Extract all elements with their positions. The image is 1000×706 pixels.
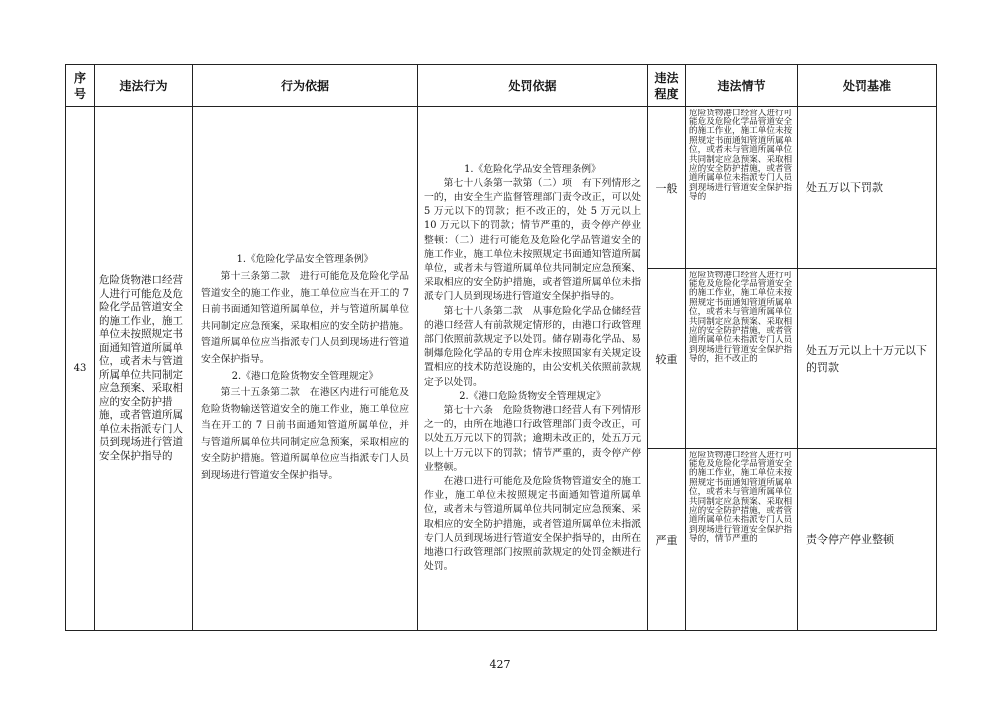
circumstance-serious-text: 危险货物港口经营人进行可能危及危险化学品管道安全的施工作业，施工单位未按照规定书面通知管道所属单位，或者未与管道所属单位共同制定应急预案、采取相应的安全防护措施，或者管道所属单位未指派专门人员到现场进行管道安全保护指导的，拒不改正的: [689, 270, 793, 365]
degree-serious: 较重: [648, 269, 686, 449]
row-seq: 43: [66, 107, 95, 631]
penalty-cell: [418, 107, 648, 631]
benchmark-serious: 处五万元以上十万元以下的罚款: [798, 269, 937, 449]
benchmark-general: 处五万以下罚款: [798, 107, 937, 269]
header-penalty: 处罚依据: [418, 65, 648, 107]
circumstance-serious: [686, 269, 798, 449]
header-degree: 违法 程度: [648, 65, 686, 107]
penalty-article-2: 第七十八条第二款 从事危险化学品仓储经营的港口经营人有前款规定情形的，由港口行政管理部门依照前款规定予以处罚。储存剧毒化学品、易制爆危险化学品的专用仓库未按照国家有关规定设置相应的技术防范设施的，由公安机关依照前款规定予以处罚。: [424, 305, 641, 388]
penalty-article-1: 第七十八条第一款第（二）项 有下列情形之一的，由安全生产监督管理部门责令改正，可以处 5 万元以下的罚款；拒不改正的，处 5 万元以上 10 万元以下的罚款；情节严重的，责令停产停业整顿：（二）进行可能危及危险化学品管道安全的施工作业，施工单位未按照规定书面通知管道所属单位，或者未与管道所属单位共同制定应急预案、采取相应的安全防护措施，或者管道所属单位未指派专门人员到现场进行管道安全保护指导的。: [424, 177, 641, 303]
degree-general: 一般: [648, 107, 686, 269]
penalty-article-3: 第七十六条 危险货物港口经营人有下列情形之一的，由所在地港口行政管理部门责令改正，可以处五万元以下的罚款；逾期未改正的，处五万元以上十万元以下的罚款；情节严重的，责令停产停业整顿。: [424, 405, 641, 473]
table-row: [66, 107, 937, 269]
penalty-title-1: 1.《危险化学品安全管理条例》: [464, 163, 601, 175]
penalty-title-2: 2.《港口危险货物安全管理规定》: [459, 390, 606, 402]
circumstance-general-text: 危险货物港口经营人进行可能危及危险化学品管道安全的施工作业，施工单位未按照规定书面通知管道所属单位，或者未与管道所属单位共同制定应急预案、采取相应的安全防护措施，或者管道所属单位未指派专门人员到现场进行管道安全保护指导的: [689, 108, 793, 203]
header-seq: 序 号: [66, 65, 95, 107]
basis-article-1: 第十三条第二款 进行可能危及危险化学品管道安全的施工作业，施工单位应当在开工的 7 日前书面通知管道所属单位，并与管道所属单位共同制定应急预案，采取相应的安全防护措施。管道所属单位应当指派专门人员到现场进行管道安全保护指导。: [201, 270, 409, 365]
penalty-article-4: 在港口进行可能危及危险货物管道安全的施工作业，施工单位未按照规定书面通知管道所属单位，或者未与管道所属单位共同制定应急预案、采取相应的安全防护措施，或者管道所属单位未指派专门人员到现场进行管道安全保护指导的，由所在地港口行政管理部门按照前款规定的处罚金额进行处罚。: [424, 476, 641, 573]
header-act: 违法行为: [95, 65, 193, 107]
circumstance-severe-text: 危险货物港口经营人进行可能危及危险化学品管道安全的施工作业，施工单位未按照规定书面通知管道所属单位，或者未与管道所属单位共同制定应急预案、采取相应的安全防护措施，或者管道所属单位未指派专门人员到现场进行管道安全保护指导的，情节严重的: [689, 450, 793, 545]
header-benchmark: 处罚基准: [798, 65, 937, 107]
circumstance-severe: [686, 449, 798, 631]
benchmark-severe: 责令停产停业整顿: [798, 449, 937, 631]
header-circumstance: 违法情节: [686, 65, 798, 107]
penalty-benchmark-table: [65, 64, 937, 631]
page-number: 427: [489, 658, 511, 671]
basis-title-1: 1.《危险化学品安全管理条例》: [236, 254, 374, 266]
basis-article-2: 第三十五条第二款 在港区内进行可能危及危险货物输送管道安全的施工作业，施工单位应当在开工的 7 日前书面通知管道所属单位，并与管道所属单位共同制定应急预案，采取相应的安全防护措施。管道所属单位应当指派专门人员到现场进行管道安全保护指导。: [201, 387, 409, 482]
basis-title-2: 2.《港口危险货物安全管理规定》: [231, 370, 379, 382]
violation-act: 危险货物港口经营人进行可能危及危险化学品管道安全的施工作业，施工单位未按照规定书面通知管道所属单位，或者未与管道所属单位共同制定应急预案、采取相应的安全防护措施，或者管道所属单位未指派专门人员到现场进行管道安全保护指导的: [95, 107, 193, 631]
basis-cell: [193, 107, 418, 631]
header-basis: 行为依据: [193, 65, 418, 107]
header-row: [66, 65, 937, 107]
degree-severe: 严重: [648, 449, 686, 631]
circumstance-general: [686, 107, 798, 269]
